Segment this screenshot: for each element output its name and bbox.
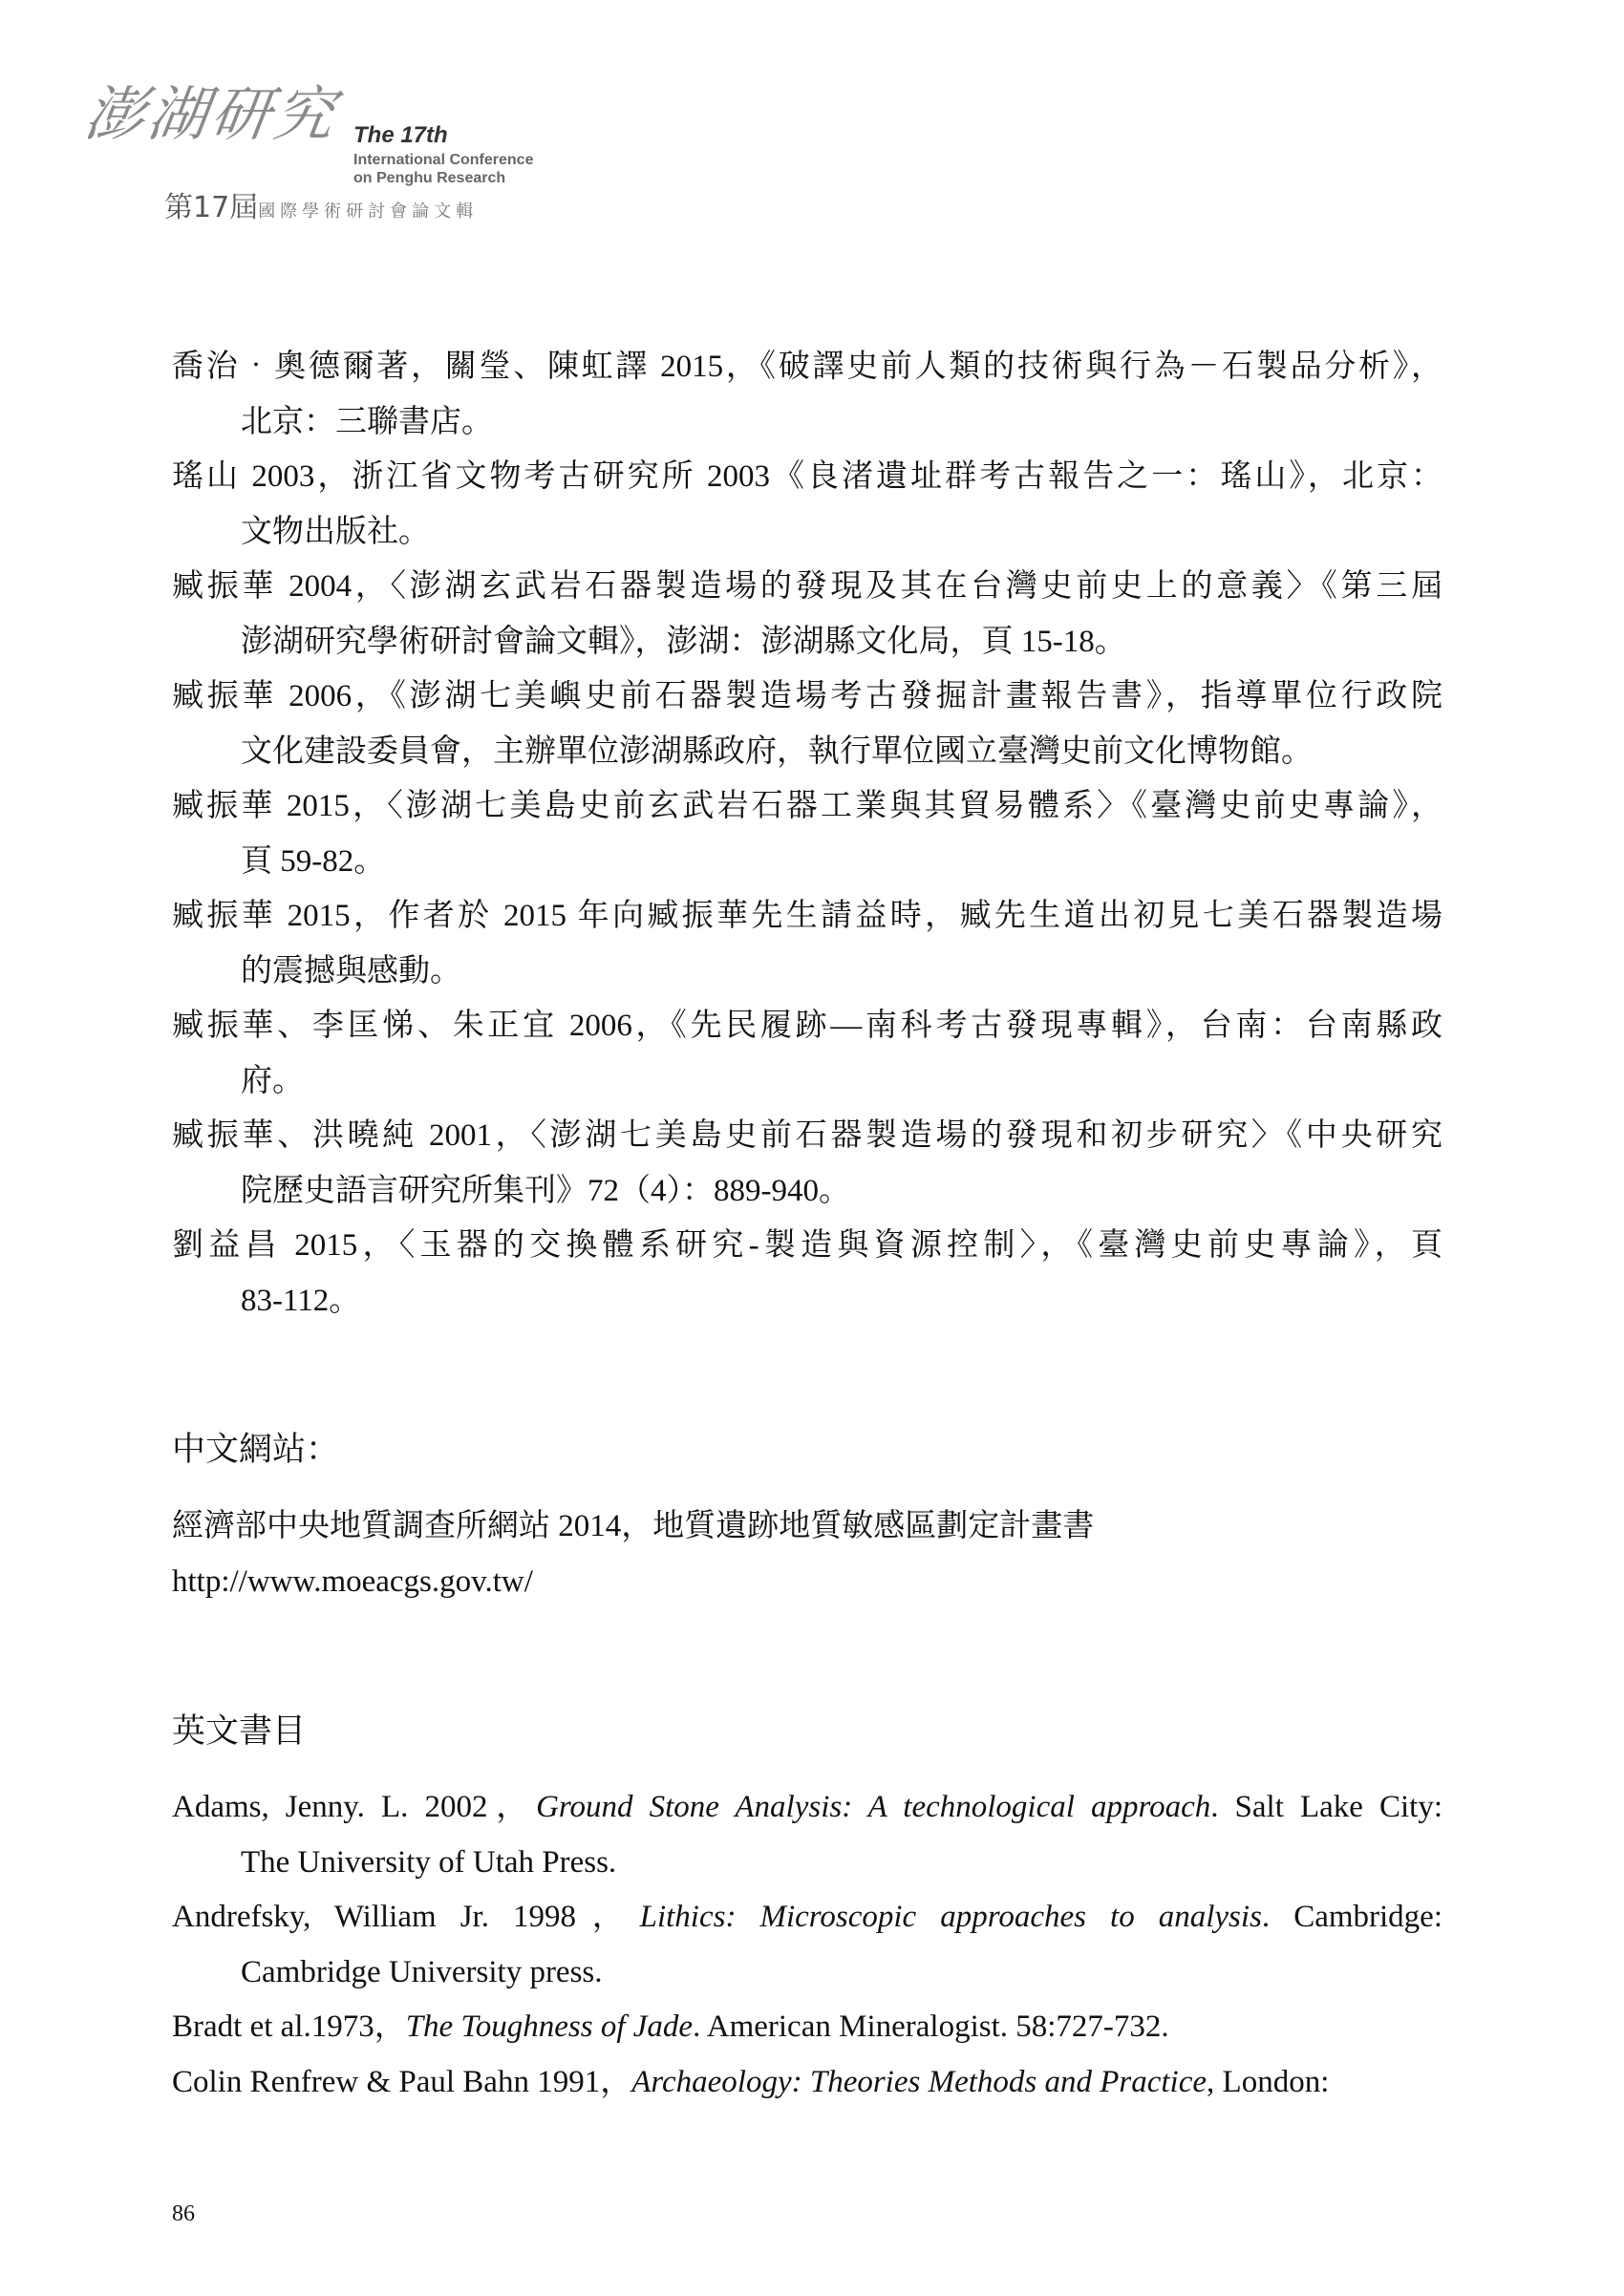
reference-title: Ground Stone Analysis: A technological approach xyxy=(536,1790,1211,1824)
reference-post: , London: xyxy=(1207,2064,1330,2099)
chinese-references xyxy=(172,340,1442,1329)
logo-conf-line-1: International Conference xyxy=(353,152,534,168)
logo-title: 澎湖研究 xyxy=(80,79,343,149)
reference-continuation: 北京：三聯書店。 xyxy=(241,404,493,439)
web-ref-line: 經濟部中央地質調查所網站 2014，地質遺跡地質敏感區劃定計畫書 xyxy=(172,1509,1095,1543)
reference-continuation: Cambridge University press. xyxy=(241,1954,603,1989)
reference-entry: 臧振華、洪曉純 2001，〈澎湖七美島史前石器製造場的發現和初步研究〉《中央研究 xyxy=(172,1118,1442,1153)
english-references xyxy=(172,1780,1442,2110)
reference-continuation: 的震撼與感動。 xyxy=(241,953,461,989)
reference-entry xyxy=(172,1890,1442,1945)
reference-continuation: 頁 59-82。 xyxy=(241,843,386,879)
conference-logo xyxy=(80,67,583,229)
reference-pre: Bradt et al.1973， xyxy=(172,2009,406,2044)
reference-continuation: 文化建設委員會，主辦單位澎湖縣政府，執行單位國立臺灣史前文化博物館。 xyxy=(241,733,1313,769)
reference-pre: Colin Renfrew & Paul Bahn 1991， xyxy=(172,2064,632,2099)
reference-continuation: 文物出版社。 xyxy=(241,514,430,549)
reference-pre: Andrefsky, William Jr. 1998， xyxy=(172,1900,640,1934)
reference-entry: 臧振華、李匡悌、朱正宜 2006，《先民履跡—南科考古發現專輯》，台南：台南縣政 xyxy=(172,1009,1442,1043)
reference-entry: 臧振華 2006，《澎湖七美嶼史前石器製造場考古發掘計畫報告書》，指導單位行政院 xyxy=(172,679,1442,713)
reference-title: Lithics: Microscopic approaches to analysis xyxy=(639,1900,1262,1934)
reference-title: Archaeology: Theories Methods and Practice xyxy=(631,2064,1207,2099)
web-heading: 中文網站： xyxy=(172,1431,340,1468)
reference-continuation: 府。 xyxy=(241,1063,304,1098)
logo-subtitle xyxy=(164,183,478,225)
reference-entry xyxy=(172,1780,1442,1836)
reference-entry xyxy=(172,2055,1442,2111)
logo-conference xyxy=(353,151,533,187)
reference-entry: 臧振華 2015，作者於 2015 年向臧振華先生請益時，臧先生道出初見七美石器製造場 xyxy=(172,899,1442,933)
reference-post: . Salt Lake City: xyxy=(1210,1790,1442,1824)
reference-entry: 喬治‧奧德爾著，關瑩、陳虹譯 2015，《破譯史前人類的技術與行為－石製品分析》， xyxy=(172,350,1442,384)
reference-continuation: 澎湖研究學術研討會論文輯》，澎湖：澎湖縣文化局，頁 15-18。 xyxy=(241,624,1126,659)
reference-continuation: The University of Utah Press. xyxy=(241,1844,617,1880)
logo-edition: 第17屆 xyxy=(164,191,259,224)
reference-pre: Adams, Jenny. L. 2002， xyxy=(172,1790,537,1824)
page-number: 86 xyxy=(172,2201,195,2226)
english-heading: 英文書目 xyxy=(172,1712,307,1750)
reference-entry: 瑤山 2003，浙江省文物考古研究所 2003《良渚遺址群考古報告之一：瑤山》，北京： xyxy=(172,459,1442,494)
web-ref-url[interactable]: http://www.moeacgs.gov.tw/ xyxy=(172,1563,533,1599)
reference-post: . American Mineralogist. 58:727-732. xyxy=(693,2009,1169,2044)
reference-entry xyxy=(172,2000,1442,2055)
logo-the: The 17th xyxy=(353,122,448,148)
reference-entry: 劉益昌 2015，〈玉器的交換體系研究-製造與資源控制〉，《臺灣史前史專論》，頁 xyxy=(172,1228,1442,1263)
reference-continuation: 83-112。 xyxy=(241,1283,361,1318)
reference-entry: 臧振華 2004，〈澎湖玄武岩石器製造場的發現及其在台灣史前史上的意義〉《第三屆 xyxy=(172,569,1442,604)
web-references xyxy=(172,1499,1442,1609)
logo-proceedings: 國際學術研討會論文輯 xyxy=(258,202,479,222)
reference-title: The Toughness of Jade xyxy=(405,2009,694,2044)
reference-post: . Cambridge: xyxy=(1261,1900,1442,1934)
reference-entry: 臧振華 2015，〈澎湖七美島史前玄武岩石器工業與其貿易體系〉《臺灣史前史專論》， xyxy=(172,789,1442,823)
reference-continuation: 院歷史語言研究所集刊》72（4）：889-940。 xyxy=(241,1173,850,1208)
logo-conf-line-2: on Penghu Research xyxy=(353,170,506,186)
